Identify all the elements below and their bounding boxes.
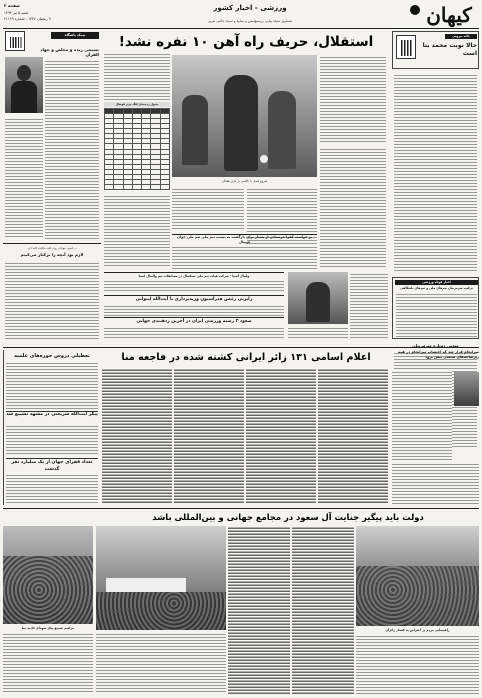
mina-text-col-3 [174,368,244,504]
mina-text-col-1 [318,368,388,504]
masthead [0,0,482,30]
left-column [3,31,101,341]
building-icon [10,37,22,48]
standings-title: جدول رده‌بندی لیگ برتر فوتبال [104,102,170,107]
bottom-text-right [356,634,479,694]
right-box2-sub: ترکیب سرمربیان تیم‌های ملی و تیم‌های باشگاهی [400,286,473,290]
mid-left-story3-title: تعداد فقرای جهان از یک میلیارد نفر گذشت [6,458,98,472]
left-box-emblem [5,31,25,51]
portrait-body [11,81,37,113]
left-box-header-row [3,31,101,41]
right-col-text-1 [394,73,477,273]
mid-right-box-text-2 [392,462,479,504]
masthead-logo [408,2,478,28]
table-col-intro [104,52,170,100]
crowd-texture [356,566,479,626]
middle-story4-title: رایزنی رئیس فدراسیون وزنه‌برداری با آیت‌الله لیتوانی [104,295,284,303]
bottom-photo-left [3,526,93,624]
mid-photo-figure [306,282,330,322]
mid-right-box-title: سرانجام قرار شد که اعتصاب سرانجام در همه زیرشاخه‌های صنعتی پیش برود [397,350,479,359]
portrait-head [17,65,31,81]
mid-left-box-title: تعطیلی دروس حوزه‌های علمیه [14,353,90,359]
bottom-photo-right [356,526,479,626]
middle-story4-text [104,304,284,316]
mid-right-box-text [392,370,452,460]
mina-text-col-4 [102,368,172,504]
page-number: صفحه ۲ [4,3,20,8]
mid-band-left-box [3,350,99,505]
left-feature-text [45,59,99,239]
bottom-text-col-2 [228,526,290,694]
mid-right-text [350,272,388,340]
lead-intro-text [320,55,386,143]
left-feature-photo [5,57,43,113]
mid-band-rule [3,347,479,348]
right-box1-title: حالا نوبت محمد بنا است [422,42,477,57]
middle-story1-text [172,245,317,269]
mid-left-box-text-3 [6,473,98,503]
mid-band-right-box [392,350,479,505]
banner-shape [106,578,186,592]
columnist-photo [396,35,416,59]
lead-photo [172,55,317,177]
right-box1 [392,31,479,69]
middle-story2-title: ولیبال آسیا - شرکت هیات تیم ملی بسکتبال در مسابقات تیم والیبال اسیا [104,272,284,278]
mid-right-photo [288,272,348,324]
right-box3-title: سوتی دوباره سرمربیان [412,343,459,348]
bottom-photo-center [96,526,226,630]
bottom-headline: دولت باید پیگیر جنایت آل سعود در مجامع جهانی و بین‌المللی باشد [152,512,424,522]
mid-right-box-photo [454,372,479,406]
lead-photo-caption: شروع فصل با ناکامی در بازی هفتگی [221,179,268,183]
left-sub-kicker: در قیچی جوانان روی قلب مالیات کلید کرد [27,246,77,250]
lead-text-col-c [172,187,244,231]
mina-text-col-2 [246,368,316,504]
bottom-band-rule [3,508,479,509]
table-column [104,52,170,270]
masthead-kicker: مساوی سیاه پیاپی پرسپولیس و سایپا و سیاه جامی تبریز [207,19,293,23]
bottom-caption-right: راهپیمایی مردم در اعتراض به کشتار زائران [385,628,450,632]
left-box-header: تیمک باشگاه [51,32,99,39]
crowd-texture-3 [3,556,93,624]
mid-right-text-2 [288,326,348,340]
bottom-text-center [96,632,226,694]
mid-left-story2-title: پیکر آیت‌الله شریعتی در مشهد تشییع شد [6,411,98,423]
middle-story2-text [104,279,284,293]
bottom-text-col-1 [292,526,354,694]
table-col-text [104,194,170,268]
mid-left-box-text-2 [6,424,98,456]
bottom-caption-left: مراسم تشییع پیکر شهدای حادثه منا [21,626,75,630]
player-figure-2 [224,75,258,171]
middle-story3-text [104,326,284,340]
standings-table [104,108,170,190]
right-box2 [392,277,479,339]
player-figure-1 [182,95,208,165]
player-figure-3 [268,91,296,169]
lead-headline: استقلال، حریف راه آهن ۱۰ نفره نشد! [118,34,374,50]
bottom-text-left [3,632,93,694]
right-box2-text [396,292,477,338]
middle-story1-title: بر خواست کفرا فرستادن از بستار برای بازگشت به بیست تیم ملی تیم ملی جوان فوتبال [172,234,317,244]
left-sub-box [3,243,101,341]
left-feature-title: بسیجی زنده و مخلص و جهاد القرآن [40,47,99,57]
middle-story3-title: صعود ۳ رشته ورزشی ایران در آخرین ردهبندی جهانی [104,317,284,325]
crowd-texture-2 [96,592,226,630]
section-title: ورزشی - اخبار کشور [213,4,287,12]
logo-text: کیهان [426,3,472,27]
mina-headline: اعلام اسامی ۱۳۱ زائر ایرانی کشته شده در فاجعه منا [121,352,371,363]
left-sub-text [5,261,99,341]
left-feature-text-2 [5,117,43,239]
columnist-photo-icon [401,40,413,56]
lead-text-col-a [320,147,386,269]
right-box1-label: خانه بیرونی [445,34,477,39]
issue-number: ۹ رمضان ۱۴۳۶ - شماره ۲۱۱۶۹ [4,17,51,21]
logo-emblem-icon [410,5,420,15]
right-box2-label: اخبار کوتاه ورزشی [395,280,478,285]
mid-left-box-text-1 [6,361,98,409]
left-sub-title: لازم بود آنچه را برکنار می‌کنیم [20,252,84,257]
issue-date: شنبه ۵ تیر ۱۳۹۴ [4,11,29,15]
ball-icon [260,155,268,163]
masthead-rule [3,28,479,29]
